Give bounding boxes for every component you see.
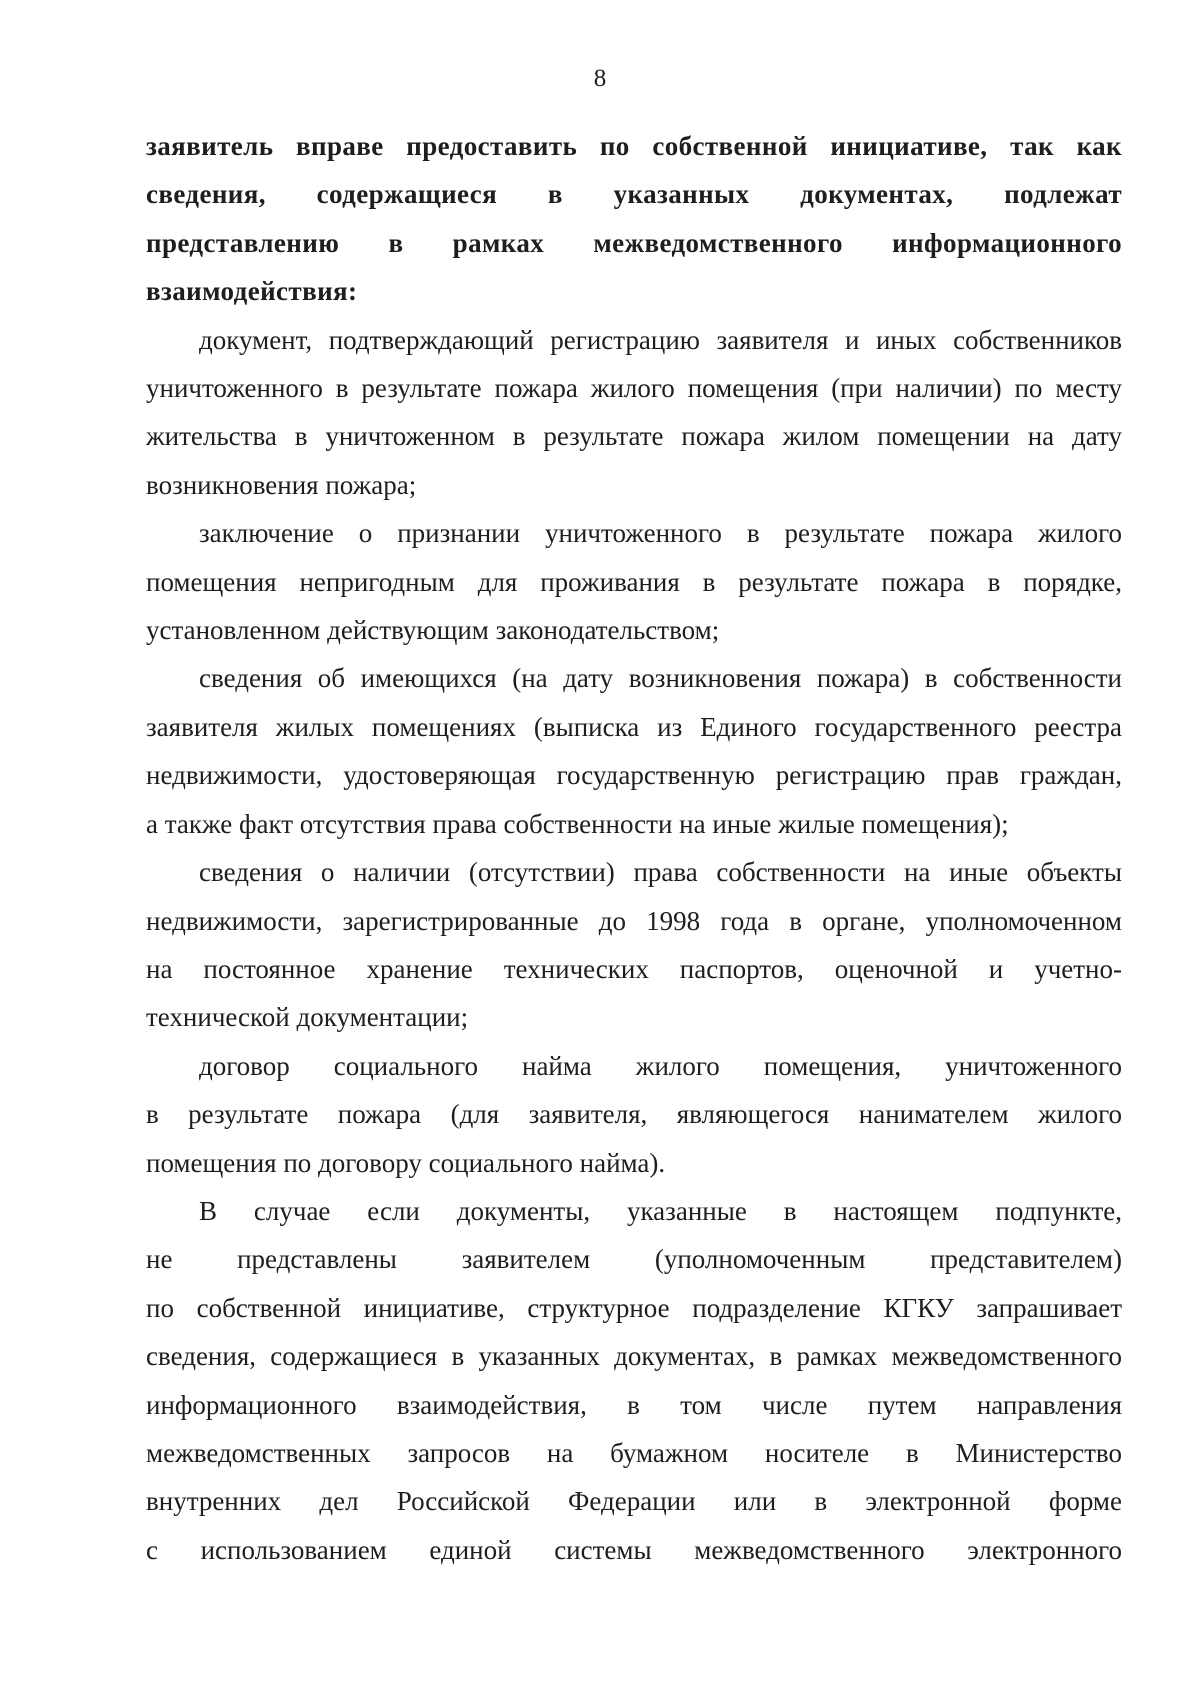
text-line: установленном действующим законодательством; <box>146 615 720 646</box>
text-line: представлению в рамках межведомственного информационного <box>146 227 1122 258</box>
text-line: на постоянное хранение технических паспортов, оценочной и учетно- <box>146 953 1122 984</box>
text-line: недвижимости, зарегистрированные до 1998 года в органе, уполномоченном <box>146 905 1122 936</box>
text-line: возникновения пожара; <box>146 469 417 500</box>
text-line: заявитель вправе предоставить по собственной инициативе, так как <box>146 131 1122 161</box>
text-line: межведомственных запросов на бумажном носителе в Министерство <box>146 1437 1122 1468</box>
paragraph-registration-document <box>146 316 1122 510</box>
text-line: по собственной инициативе, структурное подразделение КГКУ запрашивает <box>146 1292 1122 1323</box>
text-line: документ, подтверждающий регистрацию заявителя и иных собственников <box>199 324 1122 355</box>
text-line: не представлены заявителем (уполномоченным представителем) <box>146 1244 1122 1275</box>
page-number: 8 <box>593 65 607 92</box>
text-line: а также факт отсутствия права собственности на иные жилые помещения); <box>146 808 1009 839</box>
text-line: жительства в уничтоженном в результате пожара жилом помещении на дату <box>146 421 1122 452</box>
text-line: в результате пожара (для заявителя, являющегося нанимателем жилого <box>146 1099 1122 1130</box>
text-line: внутренних дел Российской Федерации или в электронной форме <box>146 1486 1122 1517</box>
text-line: с использованием единой системы межведомственного электронного <box>146 1534 1122 1565</box>
text-line: В случае если документы, указанные в настоящем подпункте, <box>199 1195 1122 1226</box>
text-line: сведения об имеющихся (на дату возникновения пожара) в собственности <box>199 663 1122 694</box>
text-line: технической документации; <box>146 1002 469 1033</box>
text-line: сведения, содержащиеся в указанных документах, в рамках межведомственного <box>146 1341 1122 1372</box>
text-line: взаимодействия: <box>146 276 358 307</box>
paragraph-other-property <box>146 848 1122 1042</box>
text-line: договор социального найма жилого помещения, уничтоженного <box>199 1050 1122 1081</box>
text-line: сведения, содержащиеся в указанных документах, подлежат <box>146 179 1122 210</box>
paragraph-social-lease <box>146 1042 1122 1187</box>
text-line: помещения по договору социального найма). <box>146 1147 666 1178</box>
text-line: заявителя жилых помещениях (выписка из Единого государственного реестра <box>146 711 1122 742</box>
document-body <box>146 122 1122 1574</box>
paragraph-owned-premises <box>146 654 1122 848</box>
text-line: сведения о наличии (отсутствии) права собственности на иные объекты <box>199 857 1122 888</box>
paragraph-interagency-requests <box>146 1187 1122 1574</box>
paragraph-intro-bold <box>146 122 1122 316</box>
text-line: заключение о признании уничтоженного в результате пожара жилого <box>199 518 1122 549</box>
text-line: недвижимости, удостоверяющая государственную регистрацию прав граждан, <box>146 760 1122 791</box>
text-line: уничтоженного в результате пожара жилого помещения (при наличии) по месту <box>146 373 1122 404</box>
text-line: информационного взаимодействия, в том числе путем направления <box>146 1389 1122 1420</box>
text-line: помещения непригодным для проживания в результате пожара в порядке, <box>146 566 1122 597</box>
paragraph-unfit-conclusion <box>146 509 1122 654</box>
